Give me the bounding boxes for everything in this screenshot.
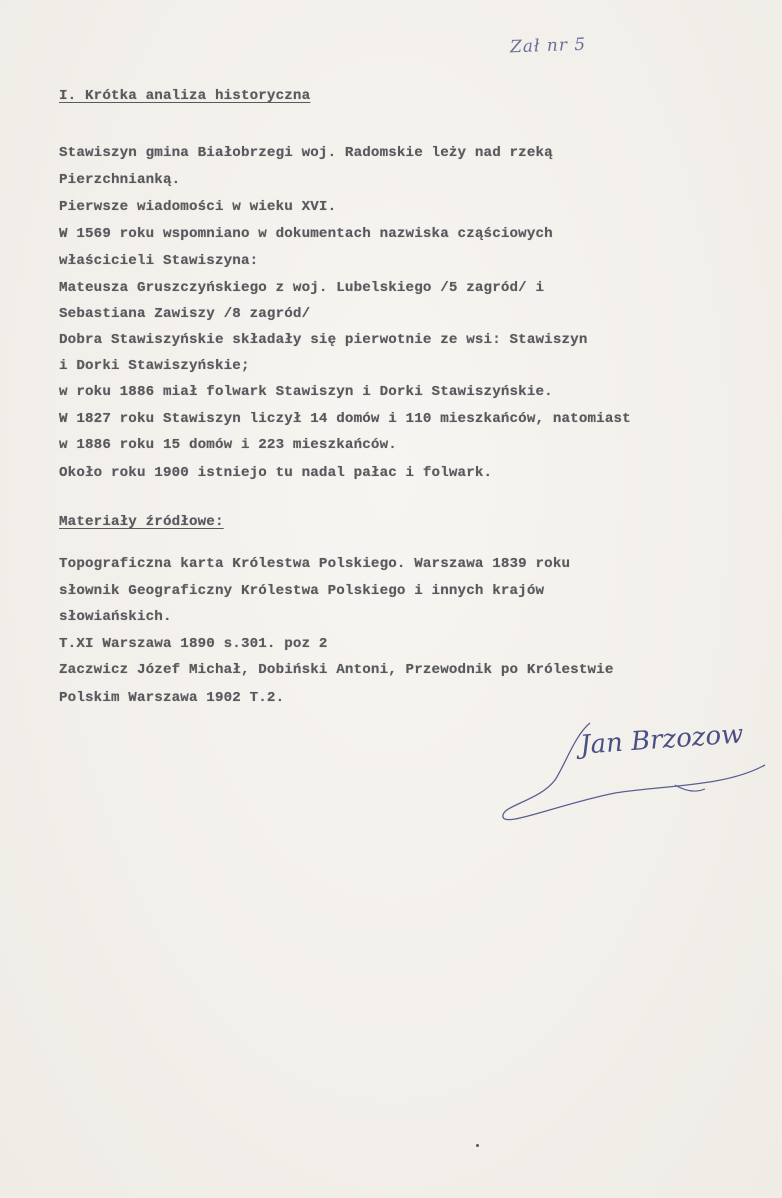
text-line: właścicieli Stawiszyna:	[59, 253, 259, 269]
text-line: Pierwsze wiadomości w wieku XVI.	[59, 199, 337, 215]
margin-note: Zał nr 5	[509, 34, 587, 58]
text-line: słownik Geograficzny Królestwa Polskiego i innych krajów	[59, 583, 545, 599]
text-line: Polskim Warszawa 1902 T.2.	[59, 690, 285, 706]
text-line: Dobra Stawiszyńskie składały się pierwotnie ze wsi: Stawiszyn	[59, 332, 588, 348]
text-line: Topograficzna karta Królestwa Polskiego. Warszawa 1839 roku	[59, 556, 571, 572]
section-heading-sources: Materiały źródłowe:	[59, 514, 224, 530]
text-line: Sebastiana Zawiszy /8 zagród/	[59, 306, 311, 322]
text-line: Stawiszyn gmina Białobrzegi woj. Radomskie leży nad rzeką	[59, 145, 553, 161]
text-line: w roku 1886 miał folwark Stawiszyn i Dorki Stawiszyńskie.	[59, 384, 553, 400]
text-line: słowiańskich.	[59, 609, 172, 625]
signature: Jan Brzozow	[579, 719, 745, 761]
text-line: Pierzchnianką.	[59, 172, 181, 188]
text-line: T.XI Warszawa 1890 s.301. poz 2	[59, 636, 328, 652]
text-line: W 1569 roku wspomniano w dokumentach nazwiska cząściowych	[59, 226, 553, 242]
text-line: W 1827 roku Stawiszyn liczył 14 domów i 110 mieszkańców, natomiast	[59, 411, 631, 427]
text-line: w 1886 roku 15 domów i 223 mieszkańców.	[59, 437, 397, 453]
text-line: Mateusza Gruszczyńskiego z woj. Lubelskiego /5 zagród/ i	[59, 280, 545, 296]
paper-speck	[476, 1144, 479, 1147]
section-heading-history: I. Krótka analiza historyczna	[59, 88, 311, 104]
text-line: i Dorki Stawiszyńskie;	[59, 358, 250, 374]
text-line: Zaczwicz Józef Michał, Dobiński Antoni, Przewodnik po Królestwie	[59, 662, 614, 678]
text-line: Około roku 1900 istniejo tu nadal pałac i folwark.	[59, 465, 493, 481]
